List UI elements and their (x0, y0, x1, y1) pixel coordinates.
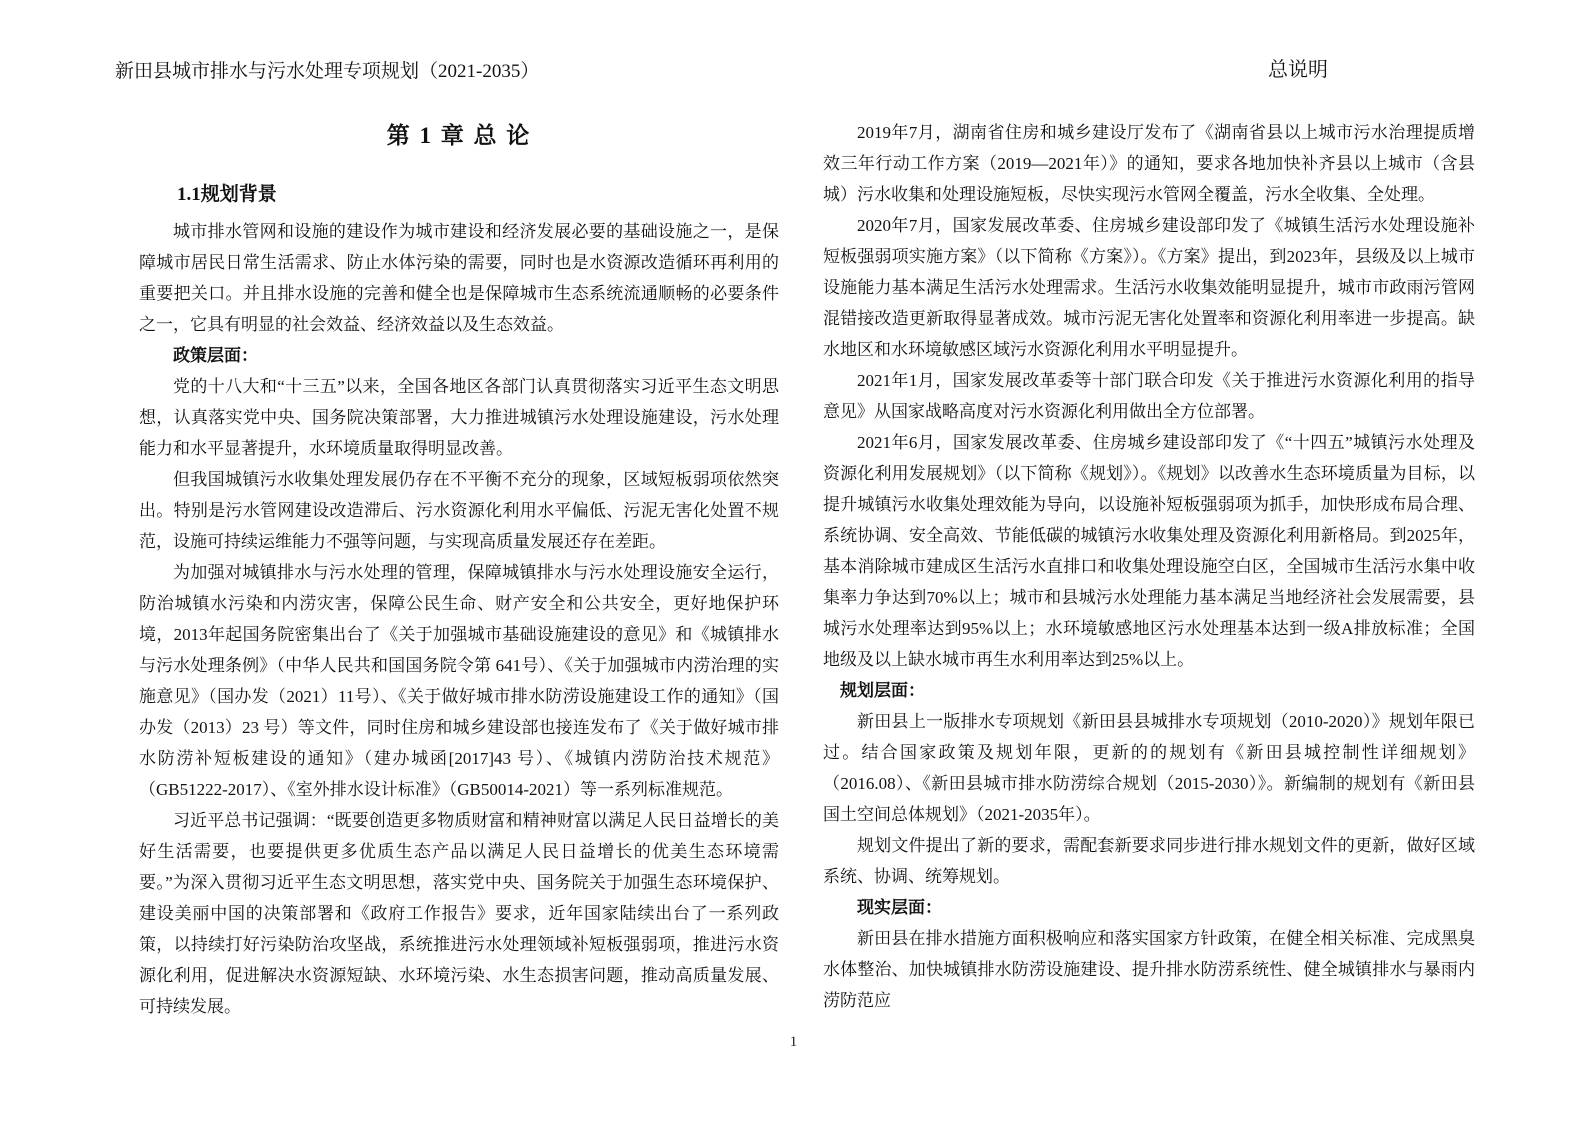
paragraph-2021-wastewater-reuse-guidance: 2021年1月，国家发展改革委等十部门联合印发《关于推进污水资源化利用的指导意见》从国家战略高度对污水资源化利用做出全方位部署。 (823, 371, 1475, 421)
right-column (823, 117, 1475, 1016)
paragraph-xintian-measures-response: 新田县在排水措施方面积极响应和落实国家方针政策，在健全相关标准、完成黑臭水体整治、加快城镇排水防涝设施建设、提升排水防涝系统性、健全城镇排水与暴雨内涝防范应 (823, 929, 1475, 1010)
paragraph-intro-drainage-infrastructure: 城市排水管网和设施的建设作为城市建设和经济发展必要的基础设施之一，是保障城市居民日常生活需求、防止水体污染的需要，同时也是水资源改造循环再利用的重要把关口。并且排水设施的完善和健全也是保障城市生态系统流通顺畅的必要条件之一，它具有明显的社会效益、经济效益以及生态效益。 (139, 222, 779, 334)
chapter-title: 第 1 章 总 论 (386, 123, 532, 148)
paragraph-national-regulations-list: 为加强对城镇排水与污水处理的管理，保障城镇排水与污水处理设施安全运行，防治城镇水污染和内涝灾害，保障公民生命、财产安全和公共安全，更好地保护环境，2013年起国务院密集出台了《关于加强城市基础设施建设的意见》和《城镇排水与污水处理条例》（中华人民共和国国务院令第 641号）、《关于加强城市内涝治理的实施意见》（国办发（2021）11号）、《关于做好城市排水防涝设施建设工作的通知》（国办发（2013）23 号）等文件，同时住房和城乡建设部也接连发布了《关于做好城市排水防涝补短板建设的通知》（建办城函[2017]43 号）、《城镇内涝防治技术规范》 （GB51222-2017）、《室外排水设计标准》（GB50014-2021）等一系列标准规范。 (139, 563, 779, 799)
page-number: 1 (789, 1034, 798, 1050)
subheading-reality-level: 现实层面： (857, 898, 942, 917)
paragraph-previous-plan-expired: 新田县上一版排水专项规划《新田县县城排水专项规划（2010-2020）》规划年限已过。结合国家政策及规划年限，更新的的规划有《新田县城控制性详细规划》（2016.08）、《新田县城市排水防涝综合规划（2015-2030）》。新编制的规划有《新田县国土空间总体规划》（2021-2035年）。 (823, 712, 1475, 824)
header-doc-title: 新田县城市排水与污水处理专项规划（2021-2035） (115, 61, 540, 82)
paragraph-ecological-civilization-quote: 习近平总书记强调：“既要创造更多物质财富和精神财富以满足人民日益增长的美好生活需要，也要提供更多优质生态产品以满足人民日益增长的优美生态环境需要。”为深入贯彻习近平生态文明思想，落实党中央、国务院关于加强生态环境保护、建设美丽中国的决策部署和《政府工作报告》要求，近年国家陆续出台了一系列政策，以持续打好污染防治攻坚战，系统推进污水处理领域补短板强弱项，推进污水资源化利用，促进解决水资源短缺、水环境污染、水生态损害问题，推动高质量发展、可持续发展。 (139, 811, 779, 1016)
left-column (139, 118, 779, 1022)
paragraph-2020-shortboard-scheme: 2020年7月，国家发展改革委、住房城乡建设部印发了《城镇生活污水处理设施补短板强弱项实施方案》（以下简称《方案》）。《方案》提出，到2023年，县级及以上城市设施能力基本满足生活污水处理需求。生活污水收集效能明显提升，城市市政雨污管网混错接改造更新取得显著成效。城市污泥无害化处置率和资源化利用率进一步提高。缺水地区和水环境敏感区域污水资源化利用水平明显提升。 (823, 216, 1475, 359)
section-heading-planning-background: 1.1规划背景 (177, 184, 277, 205)
paragraph-party-congress-progress: 党的十八大和“十三五”以来，全国各地区各部门认真贯彻落实习近平生态文明思想，认真落实党中央、国务院决策部署，大力推进城镇污水处理设施建设，污水处理能力和水平显著提升，水环境质量取得明显改善。 (139, 377, 779, 458)
paragraph-plan-update-requirement: 规划文件提出了新的要求，需配套新要求同步进行排水规划文件的更新，做好区域系统、协调、统筹规划。 (823, 836, 1475, 886)
paragraph-hunan-2019-action-plan: 2019年7月，湖南省住房和城乡建设厅发布了《湖南省县以上城市污水治理提质增效三年行动工作方案（2019—2021年）》的通知，要求各地加快补齐县以上城市（含县城）污水收集和处理设施短板，尽快实现污水管网全覆盖，污水全收集、全处理。 (823, 123, 1475, 204)
subheading-planning-level: 规划层面： (840, 681, 925, 700)
header-section-label: 总说明 (1268, 59, 1328, 81)
paragraph-2021-14th-five-year-plan: 2021年6月，国家发展改革委、住房城乡建设部印发了《“十四五”城镇污水处理及资源化利用发展规划》（以下简称《规划》）。《规划》以改善水生态环境质量为目标，以提升城镇污水收集处理效能为导向，以设施补短板强弱项为抓手，加快形成布局合理、系统协调、安全高效、节能低碳的城镇污水收集处理及资源化利用新格局。到2025年，基本消除城市建成区生活污水直排口和收集处理设施空白区，全国城市生活污水集中收集率力争达到70%以上；城市和县城污水处理能力基本满足当地经济社会发展需要，县城污水处理率达到95%以上；水环境敏感地区污水处理基本达到一级A排放标准；全国地级及以上缺水城市再生水利用率达到25%以上。 (823, 433, 1475, 669)
paragraph-existing-shortcomings: 但我国城镇污水收集处理发展仍存在不平衡不充分的现象，区域短板弱项依然突出。特别是污水管网建设改造滞后、污水资源化利用水平偏低、污泥无害化处置不规范，设施可持续运维能力不强等问题，与实现高质量发展还存在差距。 (139, 470, 779, 551)
subheading-policy-level: 政策层面： (173, 346, 258, 365)
